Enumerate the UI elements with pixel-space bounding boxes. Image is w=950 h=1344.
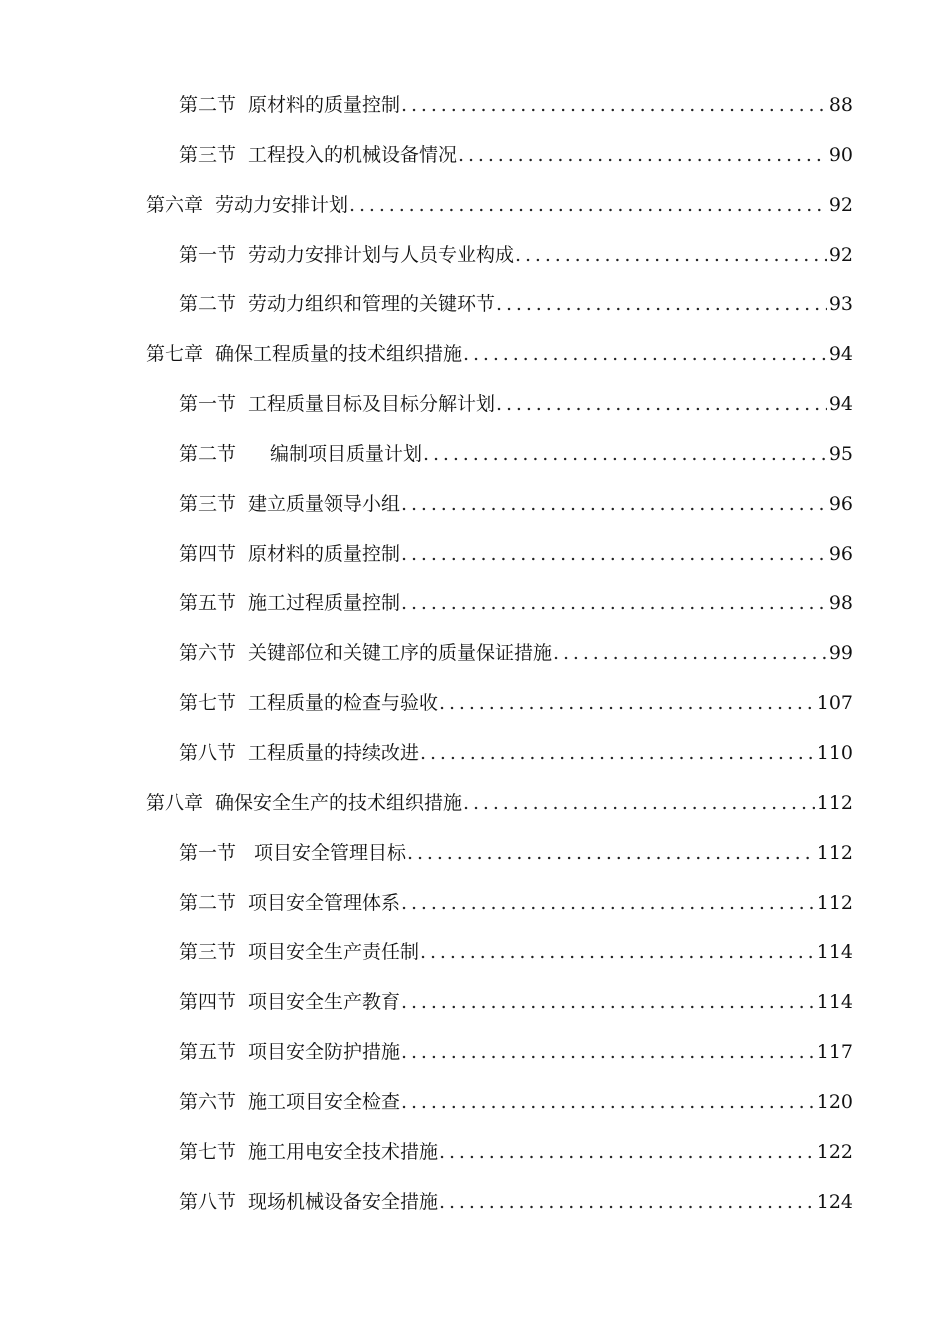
- section-number: 第三节: [179, 143, 237, 166]
- page-number: 92: [828, 243, 853, 266]
- dot-leader: [458, 131, 827, 181]
- toc-chapter-entry[interactable]: [0, 330, 950, 380]
- section-number: 第六节: [179, 642, 237, 665]
- toc-entry[interactable]: [0, 679, 950, 729]
- page-number: 98: [828, 592, 853, 615]
- toc-entry[interactable]: [0, 81, 950, 131]
- entry-title: 工程质量目标及目标分解计划: [248, 393, 496, 416]
- entry-title: 工程质量的检查与验收: [248, 692, 439, 715]
- entry-title: 项目安全管理目标: [254, 841, 407, 864]
- toc-entry[interactable]: [0, 729, 950, 779]
- page-number: 120: [816, 1090, 853, 1113]
- page-number: 112: [816, 841, 853, 864]
- dot-leader: [349, 181, 827, 231]
- entry-title: 确保安全生产的技术组织措施: [215, 791, 463, 814]
- entry-title: 施工过程质量控制: [248, 592, 401, 615]
- section-number: 第二节: [179, 94, 237, 116]
- section-number: 第三节: [179, 941, 237, 964]
- toc-entry[interactable]: [0, 978, 950, 1028]
- page-number: 124: [816, 1190, 853, 1213]
- dot-leader: [515, 231, 827, 281]
- dot-leader: [496, 380, 827, 430]
- section-number: 第七节: [179, 692, 237, 715]
- entry-title: 确保工程质量的技术组织措施: [215, 343, 463, 366]
- toc-entry[interactable]: [0, 629, 950, 679]
- toc-entry[interactable]: [0, 380, 950, 430]
- toc-entry[interactable]: [0, 280, 950, 330]
- toc-entry[interactable]: [0, 1028, 950, 1078]
- section-number: 第四节: [179, 542, 237, 565]
- dot-leader: [496, 280, 827, 330]
- dot-leader: [407, 829, 815, 879]
- dot-leader: [420, 729, 815, 779]
- dot-leader: [401, 530, 827, 580]
- section-number: 第六节: [179, 1090, 237, 1113]
- page-number: 90: [828, 143, 853, 166]
- entry-title: 建立质量领导小组: [248, 492, 401, 515]
- toc-entry[interactable]: [0, 530, 950, 580]
- entry-title: 项目安全管理体系: [248, 891, 401, 914]
- dot-leader: [439, 1128, 815, 1178]
- toc-entry[interactable]: [0, 928, 950, 978]
- entry-title: 项目安全生产教育: [248, 991, 401, 1014]
- entry-title: 项目安全生产责任制: [248, 941, 420, 964]
- page-number: 96: [828, 492, 853, 515]
- entry-title: 劳动力安排计划: [215, 193, 349, 216]
- dot-leader: [420, 928, 815, 978]
- section-number: 第二节: [179, 293, 237, 316]
- page-number: 94: [828, 393, 853, 416]
- toc-entry[interactable]: [0, 131, 950, 181]
- dot-leader: [439, 1178, 815, 1228]
- entry-title: 关键部位和关键工序的质量保证措施: [248, 642, 553, 665]
- section-number: 第五节: [179, 592, 237, 615]
- toc-entry[interactable]: [0, 829, 950, 879]
- section-number: 第二节: [179, 891, 237, 914]
- page-number: 112: [816, 791, 853, 814]
- entry-title: 原材料的质量控制: [248, 94, 401, 116]
- toc-entry[interactable]: [0, 1128, 950, 1178]
- toc-entry[interactable]: [0, 879, 950, 929]
- section-number: 第二节: [179, 442, 237, 465]
- toc-chapter-entry[interactable]: [0, 779, 950, 829]
- dot-leader: [401, 879, 815, 929]
- section-number: 第五节: [179, 1041, 237, 1064]
- dot-leader: [439, 679, 815, 729]
- page-number: 112: [816, 891, 853, 914]
- toc-entry[interactable]: [0, 480, 950, 530]
- section-number: 第三节: [179, 492, 237, 515]
- dot-leader: [463, 330, 827, 380]
- entry-title: 编制项目质量计划: [270, 442, 423, 465]
- page-number: 107: [816, 692, 853, 715]
- entry-title: 项目安全防护措施: [248, 1041, 401, 1064]
- table-of-contents: [0, 81, 950, 1227]
- toc-chapter-entry[interactable]: [0, 181, 950, 231]
- page-number: 110: [816, 741, 853, 764]
- page-number: 96: [828, 542, 853, 565]
- toc-entry[interactable]: [0, 1078, 950, 1128]
- toc-entry[interactable]: [0, 579, 950, 629]
- dot-leader: [401, 81, 827, 131]
- toc-entry[interactable]: [0, 1178, 950, 1228]
- dot-leader: [401, 579, 827, 629]
- dot-leader: [463, 779, 815, 829]
- chapter-number: 第八章: [146, 791, 204, 814]
- section-number: 第七节: [179, 1140, 237, 1163]
- page-number: 99: [828, 642, 853, 665]
- dot-leader: [401, 480, 827, 530]
- section-number: 第八节: [179, 1190, 237, 1213]
- chapter-number: 第七章: [146, 343, 204, 366]
- section-number: 第一节: [179, 393, 237, 416]
- entry-title: 施工用电安全技术措施: [248, 1140, 439, 1163]
- toc-entry[interactable]: [0, 430, 950, 480]
- section-number: 第一节: [179, 841, 237, 864]
- dot-leader: [401, 1078, 815, 1128]
- page-number: 92: [828, 193, 853, 216]
- entry-title: 工程质量的持续改进: [248, 741, 420, 764]
- page-number: 93: [828, 293, 853, 316]
- page-number: 114: [816, 991, 853, 1014]
- entry-title: 工程投入的机械设备情况: [248, 143, 458, 166]
- page-number: 95: [828, 442, 853, 465]
- entry-title: 施工项目安全检查: [248, 1090, 401, 1113]
- section-number: 第四节: [179, 991, 237, 1014]
- section-number: 第八节: [179, 741, 237, 764]
- entry-title: 现场机械设备安全措施: [248, 1190, 439, 1213]
- section-number: 第一节: [179, 243, 237, 266]
- page-number: 122: [816, 1140, 853, 1163]
- page-number: 94: [828, 343, 853, 366]
- entry-title: 原材料的质量控制: [248, 542, 401, 565]
- dot-leader: [553, 629, 827, 679]
- entry-title: 劳动力组织和管理的关键环节: [248, 293, 496, 316]
- toc-entry[interactable]: [0, 231, 950, 281]
- dot-leader: [423, 430, 827, 480]
- entry-title: 劳动力安排计划与人员专业构成: [248, 243, 515, 266]
- page-number: 117: [816, 1041, 853, 1064]
- chapter-number: 第六章: [146, 193, 204, 216]
- dot-leader: [401, 978, 815, 1028]
- page-number: 88: [828, 94, 853, 116]
- dot-leader: [401, 1028, 815, 1078]
- page-number: 114: [816, 941, 853, 964]
